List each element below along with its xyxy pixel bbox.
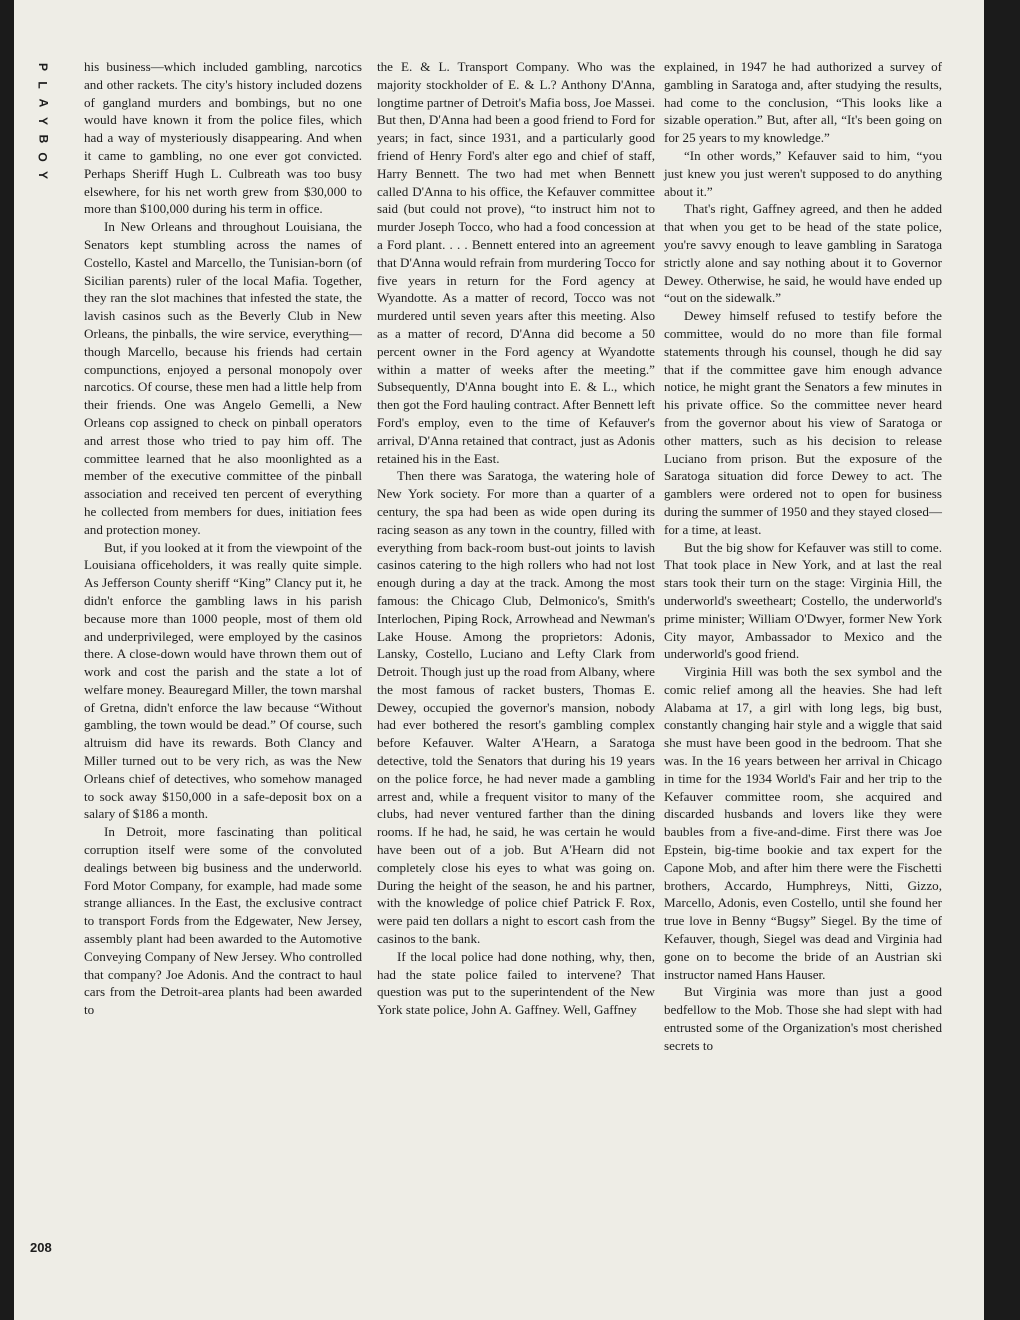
logo-letter: O xyxy=(36,152,50,162)
paragraph: “In other words,” Kefauver said to him, “you just knew you just weren't supposed to do anything about it.” xyxy=(664,147,942,199)
paragraph: In New Orleans and throughout Louisiana, the Senators kept stumbling across the names of Costello, Kastel and Marcello, the Tunisian-born (of Sicilian parents) ruler of the local Mafia. Together, they ran the slot machines that infested the state, the lavish casinos such as the Beverly Club in New Orleans, the pinballs, the wire service, everything—though Marcello, because his friends had certain compunctions, enjoyed a personal monopoly over narcotics. Of course, these men had a little help from their friends. One was Angelo Gemelli, a New Orleans cop assigned to check on pinball operators and arrest those who tried to pay him off. The committee learned that he also moonlighted as a member of the executive committee of the pinball association and received ten percent of everything he collected from members for dues, initiation fees and protection money. xyxy=(84,219,362,537)
logo-letter: B xyxy=(35,134,50,144)
magazine-name-vertical xyxy=(30,58,56,184)
paragraph: But, if you looked at it from the viewpoint of the Louisiana officeholders, it was really quite simple. As Jefferson County sheriff “King” Clancy put it, he didn't enforce the gambling laws in his parish because more than 1000 people, most of them old and underprivileged, were employed by the casinos there. A close-down would have thrown them out of work and cost the parish and the state a lot of welfare money. Beauregard Miller, the town marshal of Gretna, didn't enforce the law because “Without gambling, the town would be dead.” Of course, such altruism did have its rewards. Both Clancy and Miller turned out to be very rich, as was the New Orleans chief of detectives, who somehow managed to sock away $150,000 in a safe-deposit box on a salary of $186 a month. xyxy=(84,539,362,822)
logo-letter: A xyxy=(35,98,50,108)
magazine-page xyxy=(14,0,984,1320)
paragraph: Virginia Hill was both the sex symbol and the comic relief among all the heavies. She had left Alabama at 17, a girl with long legs, big bust, constantly changing hair style and a wiggle that said she must have been good in the bedroom. That she was. In the 16 years between her arrival in Chicago in time for the 1934 World's Fair and her trip to the Kefauver committee room, she acquired and discarded husbands and lovers like they were baubles from a five-and-dime. First there was Joe Epstein, big-time bookie and tax expert for the Capone Mob, and after him there were the Fischetti brothers, Accardo, Humphreys, Nitti, Gizzo, Marcello, Adonis, even Costello, until she found her true love in Benny “Bugsy” Siegel. By the time of Kefauver, though, Siegel was dead and Virginia had gone on to become the bride of an Austrian ski instructor named Hans Hauser. xyxy=(664,664,942,982)
text-column-3 xyxy=(664,58,942,1055)
text-column-1 xyxy=(84,58,362,1019)
paragraph: Dewey himself refused to testify before the committee, would do no more than file formal statements through his counsel, though he did say that if the committee gave him enough advance notice, he might grant the Senators a few minutes in his private office. So the committee never heard from the governor about his view of Saratoga or other matters, such as his decision to release Luciano from prison. But the exposure of the Saratoga situation did force Dewey to act. The gamblers were ordered not to open for business during the summer of 1950 and they stayed closed—for a time, at least. xyxy=(664,308,942,537)
paragraph: But the big show for Kefauver was still to come. That took place in New York, and at last the real stars took their turn on the stage: Virginia Hill, the underworld's sweetheart; Costello, the underworld's prime minister; William O'Dwyer, former New York City mayor, Ambassador to Mexico and the underworld's good friend. xyxy=(664,539,942,662)
logo-letter: Y xyxy=(35,170,50,180)
paragraph: his business—which included gambling, narcotics and other rackets. The city's history included dozens of gangland murders and bombings, but no one would have known it from the police files, which had a way of mysteriously disappearing. And when it came to gambling, no one ever got convicted. Perhaps Sheriff Hugh L. Culbreath was too busy elsewhere, for his net worth grew from $30,000 to more than $100,000 during his term in office. xyxy=(84,59,362,217)
paragraph: In Detroit, more fascinating than political corruption itself were some of the convoluted dealings between big business and the underworld. Ford Motor Company, for example, had made some strange alliances. In the East, the exclusive contract to transport Fords from the Edgewater, New Jersey, assembly plant had been awarded to the Automotive Conveying Company of New Jersey. Who controlled that company? Joe Adonis. And the contract to haul cars from the Detroit-area plants had been awarded to xyxy=(84,824,362,1018)
text-column-2 xyxy=(377,58,655,1019)
paragraph: If the local police had done nothing, why, then, had the state police failed to intervene? That question was put to the superintendent of the New York state police, John A. Gaffney. Well, Gaffney xyxy=(377,948,655,1018)
paragraph: the E. & L. Transport Company. Who was the majority stockholder of E. & L.? Anthony D'Anna, longtime partner of Detroit's Mafia boss, Joe Massei. But then, D'Anna had been a good friend to Ford for years; in fact, since 1931, and a particularly good friend of Henry Ford's alter ego and chief of staff, Harry Bennett. The two had met when Bennett called D'Anna to his office, the Kefauver committee said (but could not prove), “to instruct him not to murder Joseph Tocco, who had a food concession at a Ford plant. . . . Bennett entered into an agreement that D'Anna would refrain from murdering Tocco for five years in return for the Ford agency at Wyandotte. As a matter of record, Tocco was not murdered until seven years after this meeting. Also as a matter of record, D'Anna did become a 50 percent owner in the Ford agency at Wyandotte within a matter of weeks after the meeting.” Subsequently, D'Anna bought into E. & L., which then got the Ford hauling contract. After Bennett left Ford's employ, even to the time of Kefauver's arrival, D'Anna retained that contract, just as Adonis retained his in the East. xyxy=(377,59,655,466)
paragraph: That's right, Gaffney agreed, and then he added that when you get to be head of the state police, you're savvy enough to leave gambling in Saratoga strictly alone and say nothing about it to Governor Dewey. Otherwise, he said, he would have ended up “out on the sidewalk.” xyxy=(664,201,942,306)
logo-letter: L xyxy=(36,81,50,89)
logo-letter: Y xyxy=(35,116,50,126)
paragraph: explained, in 1947 he had authorized a survey of gambling in Saratoga and, after studying the results, had come to the conclusion, “This looks like a sizable operation.” But, after all, “It's been going on for 25 years to my knowledge.” xyxy=(664,59,942,146)
logo-letter: P xyxy=(35,62,50,72)
paragraph: But Virginia was more than just a good bedfellow to the Mob. Those she had slept with had entrusted some of the Organization's most cherished secrets to xyxy=(664,984,942,1053)
page-number: 208 xyxy=(30,1240,52,1255)
paragraph: Then there was Saratoga, the watering hole of New York society. For more than a quarter of a century, the spa had been as wide open during its racing season as any town in the country, filled with everything from back-room bust-out joints to lavish casinos catering to the high rollers who had not lost enough during a day at the track. Among the most famous: the Chicago Club, Delmonico's, Smith's Interlochen, Piping Rock, Arrowhead and Newman's Lake House. Among the proprietors: Adonis, Lansky, Costello, Luciano and Lefty Clark from Detroit. Though just up the road from Albany, where the most famous of racket busters, Thomas E. Dewey, occupied the governor's mansion, nobody had ever bothered the resort's gambling complex before Kefauver. Walter A'Hearn, a Saratoga detective, told the Senators that during his 19 years on the police force, he had never made a gambling arrest and, while a frequent visitor to many of the clubs, had never ventured farther than the dining rooms. If he had, he said, he was certain he would have been out of a job. But A'Hearn did not completely close his eyes to what was going on. During the height of the season, he and his partner, with the knowledge of police chief Patrick F. Rox, were paid ten dollars a night to escort cash from the casinos to the bank. xyxy=(377,468,655,947)
